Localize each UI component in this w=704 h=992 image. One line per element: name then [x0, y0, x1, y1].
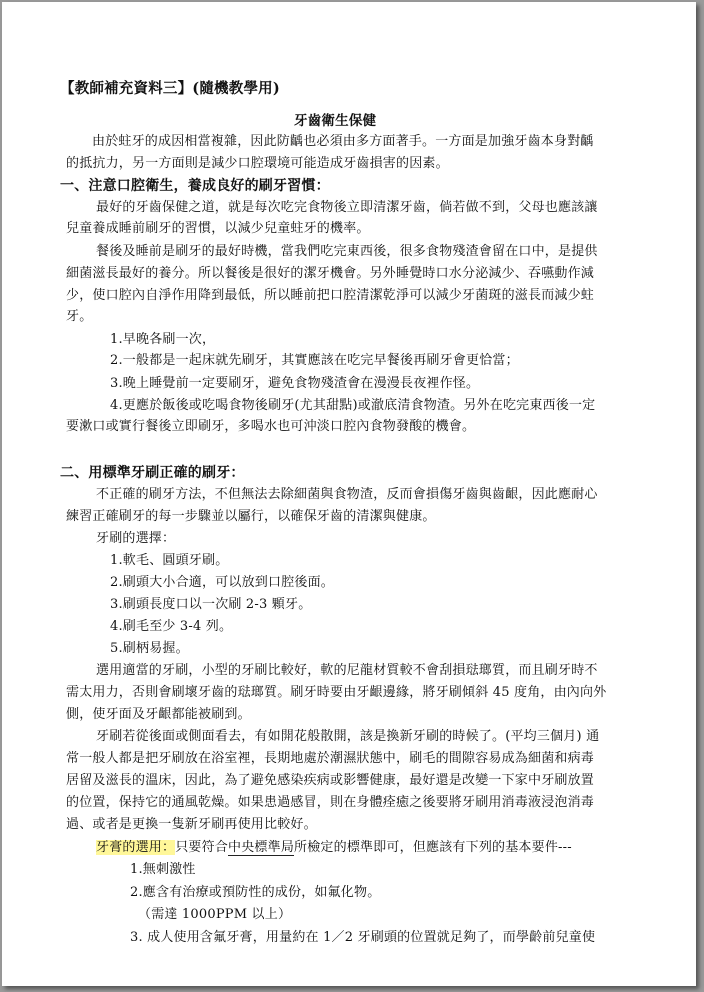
list-item: 4.更應於飯後或吃喝食物後刷牙(尤其甜點)或澈底清食物渣。另外在吃完東西後一定	[110, 398, 596, 413]
list-item: 3.晚上睡覺前一定要刷牙，避免食物殘渣會在漫漫長夜裡作怪。	[110, 376, 480, 391]
section1-paragraph-line: 牙。	[66, 309, 93, 324]
section1-paragraph-line: 餐後及睡前是刷牙的最好時機，當我們吃完東西後，很多食物殘渣會留在口中，是提供	[96, 244, 598, 259]
section2-paragraph-line: 需太用力，否則會刷壞牙齒的琺瑯質。刷牙時要由牙齦邊緣，將牙刷傾斜 45 度角，由內向外	[66, 685, 607, 700]
section2-paragraph-line: 不正確的刷牙方法，不但無法去除細菌與食物渣，反而會損傷牙齒與齒齦，因此應耐心	[96, 487, 598, 502]
section1-paragraph-line: 細菌滋長最好的養分。所以餐後是很好的潔牙機會。另外睡覺時口水分泌減少、吞嚥動作減	[66, 266, 595, 281]
section2-paragraph-line: 的位置，保持它的通風乾燥。如果患過感冒，則在身體痊癒之後要將牙刷用消毒液浸泡消毒	[66, 795, 595, 810]
section2-paragraph-line: 牙刷若從後面或側面看去，有如開花般散開，該是換新牙刷的時候了。(平均三個月) 通	[96, 729, 600, 744]
list-item: 1.無刺激性	[130, 862, 196, 877]
section2-heading: 二、用標準牙刷正確的刷牙：	[60, 465, 245, 481]
intro-line: 的抵抗力，另一方面則是減少口腔環境可能造成牙齒損害的因素。	[66, 156, 449, 171]
document-header: 【教師補充資料三】(隨機教學用)	[60, 80, 280, 97]
toothpaste-text: 只要符合	[175, 840, 229, 855]
list-item-continuation: 要漱口或實行餐後立即刷牙，多喝水也可沖淡口腔內食物發酸的機會。	[66, 419, 476, 434]
section1-heading: 一、注意口腔衛生，養成良好的刷牙習慣：	[60, 178, 330, 194]
section2-paragraph-line: 側，使牙面及牙齦都能被刷到。	[66, 707, 251, 722]
document-page	[2, 2, 696, 986]
section2-paragraph-line: 常一般人都是把牙刷放在浴室裡，長期地處於潮濕狀態中，刷毛的間隙容易成為細菌和病毒	[66, 751, 595, 766]
list-item: 3.刷頭長度口以一次刷 2-3 顆牙。	[110, 597, 312, 612]
brush-selection-label: 牙刷的選擇：	[96, 531, 176, 546]
list-item-note: （需達 1000PPM 以上）	[138, 907, 292, 922]
section2-paragraph-line: 過、或者是更換一隻新牙刷再使用比較好。	[66, 817, 317, 832]
section1-paragraph-line: 最好的牙齒保健之道，就是每次吃完食物後立即清潔牙齒，倘若做不到，父母也應該讓	[96, 200, 598, 215]
toothpaste-label-highlight: 牙膏的選用：	[96, 840, 176, 855]
list-item: 4.刷毛至少 3-4 列。	[110, 619, 233, 634]
list-item: 2.一般都是一起床就先刷牙，其實應該在吃完早餐後再刷牙會更恰當；	[110, 353, 519, 368]
section1-paragraph-line: 兒童養成睡前刷牙的習慣，以減少兒童蛀牙的機率。	[66, 221, 370, 236]
section1-paragraph-line: 少，使口腔內自淨作用降到最低，所以睡前把口腔清潔乾淨可以減少牙菌斑的滋長而減少蛀	[66, 288, 595, 303]
toothpaste-text: 所檢定的標準即可，但應該有下列的基本要件---	[294, 840, 572, 855]
section2-paragraph-line: 選用適當的牙刷，小型的牙刷比較好，軟的尼龍材質較不會刮損琺瑯質，而且刷牙時不	[96, 663, 598, 678]
intro-line: 由於蛀牙的成因相當複雜，因此防齲也必須由多方面著手。一方面是加強牙齒本身對齲	[92, 134, 594, 149]
section2-paragraph-line: 練習正確刷牙的每一步驟並以屬行，以確保牙齒的清潔與健康。	[66, 509, 436, 524]
underlined-agency: 中央標準局	[228, 840, 295, 855]
list-item: 2.應含有治療或預防性的成份，如氟化物。	[130, 885, 381, 900]
list-item: 1.早晚各刷一次，	[110, 332, 216, 347]
document-title: 牙齒衛生保健	[294, 113, 377, 129]
list-item: 2.刷頭大小合適，可以放到口腔後面。	[110, 575, 335, 590]
list-item: 3. 成人使用含氟牙膏，用量約在 1／2 牙刷頭的位置就足夠了，而學齡前兒童使	[130, 930, 596, 945]
section2-paragraph-line: 居留及滋長的溫床，因此，為了避免感染疾病或影響健康，最好還是改變一下家中牙刷放置	[66, 773, 595, 788]
list-item: 5.刷柄易握。	[110, 641, 189, 656]
list-item: 1.軟毛、圓頭牙刷。	[110, 553, 229, 568]
toothpaste-selection-line	[96, 838, 572, 858]
